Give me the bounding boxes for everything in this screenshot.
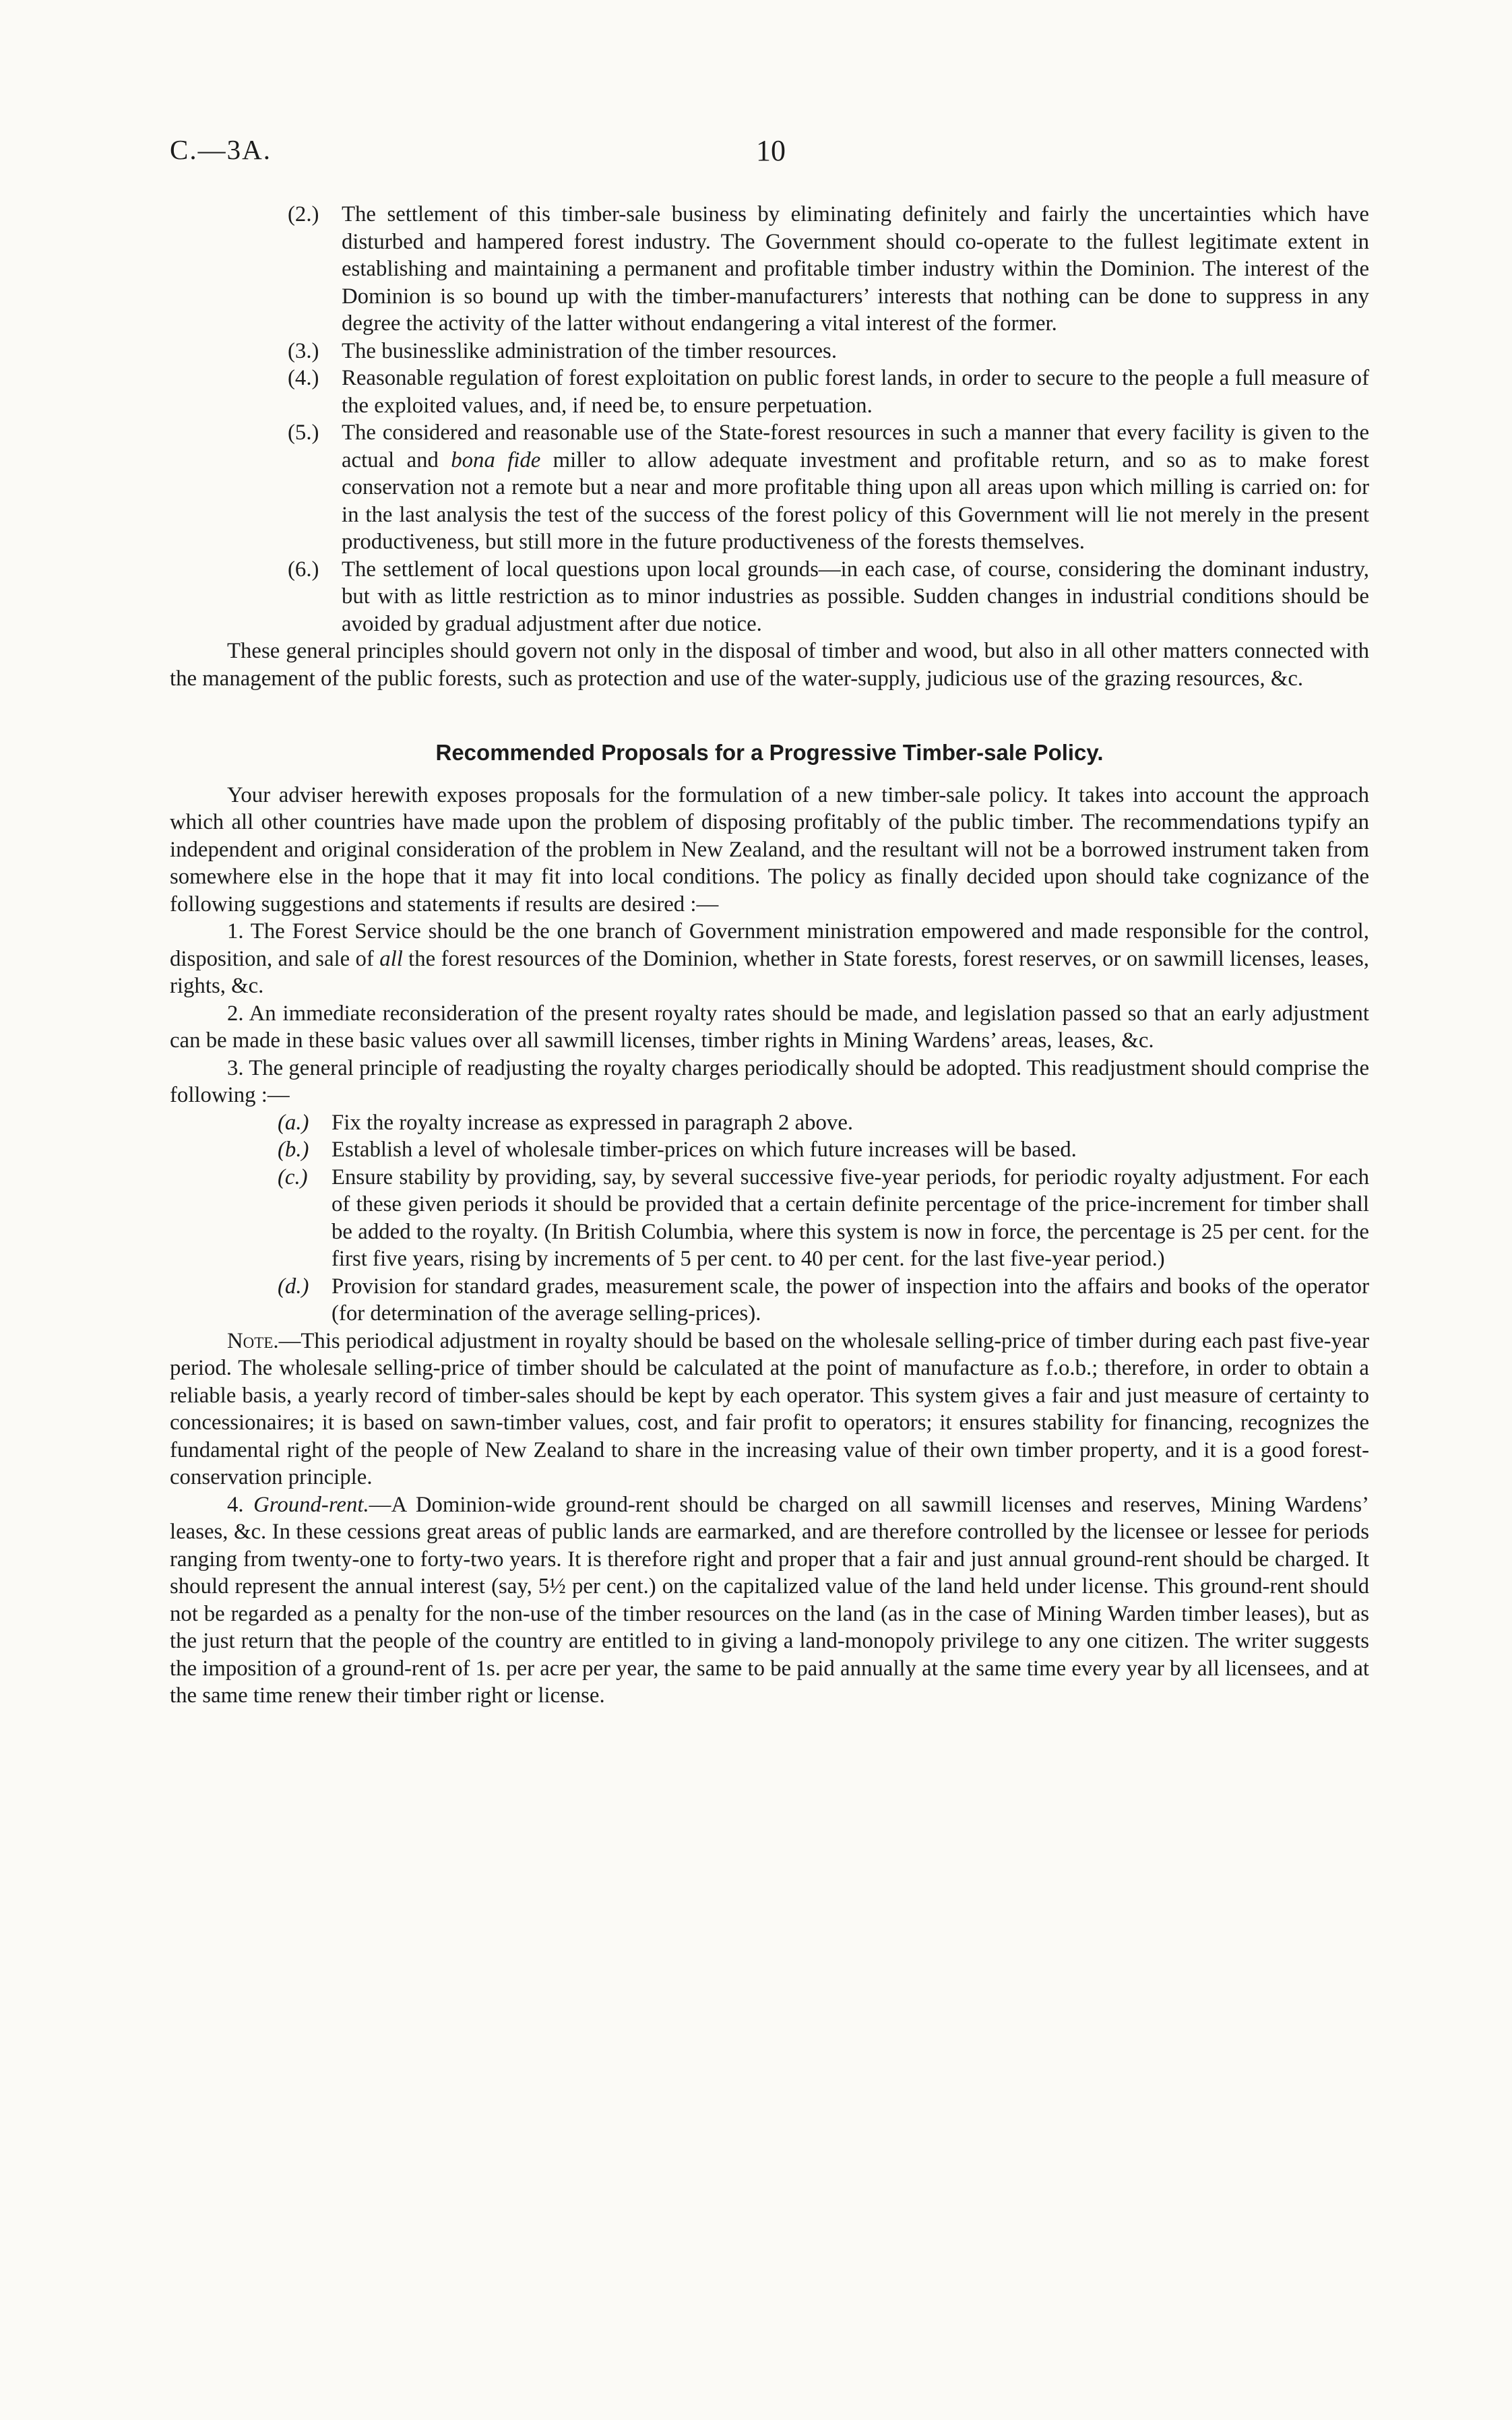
sub-item-text: Ensure stability by providing, say, by several successive five-year periods, for periodic royalty adjustment. For each of these given periods it should be provided that a certain definite percentage of the price-increment for timber shall be added to the royalty. (In British Columbia, where this system is now in force, the percentage is 25 per cent. for the first five years, rising by increments of 5 per cent. to 40 per cent. for the last five-year period.) [332,1165,1369,1271]
page-number: 10 [756,134,786,167]
paragraph-3: 3. The general principle of readjusting the royalty charges periodically should be adopted. This readjustment should comprise the following :— [170,1055,1369,1107]
paragraph-4: 4. Ground-rent.—A Dominion-wide ground-rent should be charged on all sawmill licenses and reserves, Mining Wardens’ leases, &c. In these cessions great areas of public lands are earmarked, and are therefore controlled by the licensee or lessee for periods ranging from twenty-one to forty-two years. It is therefore right and proper that a fair and just annual ground-rent should be charged. It should represent the annual interest (say, 5½ per cent.) on the capitalized value of the land held under license. This ground-rent should not be regarded as a penalty for the non-use of the timber resources on the land (as in the case of Mining Warden timber leases), but as the just return that the people of the country are entitled to in giving a land-monopoly privilege to any one citizen. The writer suggests the imposition of a ground-rent of 1s. per acre per year, the same to be paid annually at the same time every year by all licensees, and at the same time renew their timber right or license. [170,1492,1369,1708]
principle-number: (2.) [288,202,319,226]
principle-item-6 [170,556,1369,638]
sub-item-text: Establish a level of wholesale timber-prices on which future increases will be based. [332,1138,1077,1162]
sub-item-number: (b.) [278,1138,309,1162]
italic-term: all [379,946,403,971]
principle-text: The settlement of this timber-sale business by eliminating definitely and fairly the uncertainties which have disturbed and hampered forest industry. The Government should co-operate to the fullest legitimate extent in establishing and maintaining a permanent and profitable timber industry within the Dominion. The interest of the Dominion is so bound up with the timber-manufacturers’ interests that nothing can be done to suppress in any degree the activity of the latter without endangering a vital interest of the former. [342,202,1369,336]
principle-number: (5.) [288,421,319,445]
note-paragraph: Note.—This periodical adjustment in royalty should be based on the wholesale selling-price of timber during each past five-year period. The wholesale selling-price of timber should be calculated at the point of manufacture as f.o.b.; therefore, in order to obtain a reliable basis, a yearly record of timber-sales should be kept by each operator. This system gives a fair and just measure of certainty to concessionaires; it is based on sawn-timber values, cost, and fair profit to operators; it ensures stability for financing, recognizes the fundamental right of the people of New Zealand to share in the increasing value of their own timber property, and it is a good forest-conservation principle. [170,1328,1369,1489]
sub-item-a [278,1109,1369,1137]
italic-term: bona fide [451,447,541,472]
principle-text: The settlement of local questions upon local grounds—in each case, of course, considering the dominant industry, but with as little restriction as to minor industries as possible. Sudden changes in industrial conditions should be avoided by gradual adjustment after due notice. [342,557,1369,636]
principle-item-3 [170,338,1369,365]
intro-paragraph: Your adviser herewith exposes proposals for the formulation of a new timber-sale policy. It takes into account the approach which all other countries have made upon the problem of disposing profitably of the public timber. The recommendations typify an independent and original consideration of the problem in New Zealand, and the resultant will not be a borrowed instrument taken from somewhere else in the hope that it may fit into local conditions. The policy as finally decided upon should take cognizance of the following suggestions and statements if results are desired :— [170,782,1369,917]
sub-item-c [278,1164,1369,1273]
document-reference: C.—3A. [170,134,272,165]
sub-item-b [278,1136,1369,1164]
principle-item-2 [170,201,1369,338]
sub-item-number: (a.) [278,1110,309,1135]
sub-item-text: Provision for standard grades, measurement scale, the power of inspection into the affairs and books of the operator (for determination of the average selling-prices). [332,1274,1369,1326]
principle-number: (6.) [288,557,319,582]
sub-item-text: Fix the royalty increase as expressed in paragraph 2 above. [332,1110,854,1135]
ground-rent-title: Ground-rent. [253,1492,369,1517]
principle-item-4 [170,365,1369,419]
principle-number: (4.) [288,366,319,390]
principle-item-5 [170,419,1369,556]
sub-item-d [278,1273,1369,1328]
principle-text: The considered and reasonable use of the State-forest resources in such a manner that every facility is given to the actual and bona fide miller to allow adequate investment and profitable return, and so as to make forest conservation not a remote but a near and more profitable thing upon all areas upon which milling is carried on: for in the last analysis the test of the success of the forest policy of this Government will lie not merely in the present productiveness, but still more in the future productiveness of the forests themselves. [342,421,1369,554]
section-heading: Recommended Proposals for a Progressive Timber-sale Policy. [435,740,1104,765]
sub-item-number: (c.) [278,1165,308,1189]
note-label: Note. [227,1328,279,1353]
principle-text: Reasonable regulation of forest exploitation on public forest lands, in order to secure to the people a full measure of the exploited values, and, if need be, to ensure perpetuation. [342,366,1369,418]
general-principles-paragraph: These general principles should govern not only in the disposal of timber and wood, but also in all other matters connected with the management of the public forests, such as protection and use of the water-supply, judicious use of the grazing resources, &c. [170,639,1369,691]
paragraph-1: 1. The Forest Service should be the one branch of Government ministration empowered and made responsible for the control, disposition, and sale of all the forest resources of the Dominion, whether in State forests, forest reserves, or on sawmill licenses, leases, rights, &c. [170,919,1369,998]
principle-number: (3.) [288,338,319,363]
page-body [170,201,1369,1710]
paragraph-2: 2. An immediate reconsideration of the present royalty rates should be made, and legislation passed so that an early adjustment can be made in these basic values over all sawmill licenses, timber rights in Mining Wardens’ areas, leases, &c. [170,1001,1369,1053]
sub-item-number: (d.) [278,1274,309,1299]
page-header [170,133,1369,174]
principle-text: The businesslike administration of the timber resources. [342,338,838,363]
